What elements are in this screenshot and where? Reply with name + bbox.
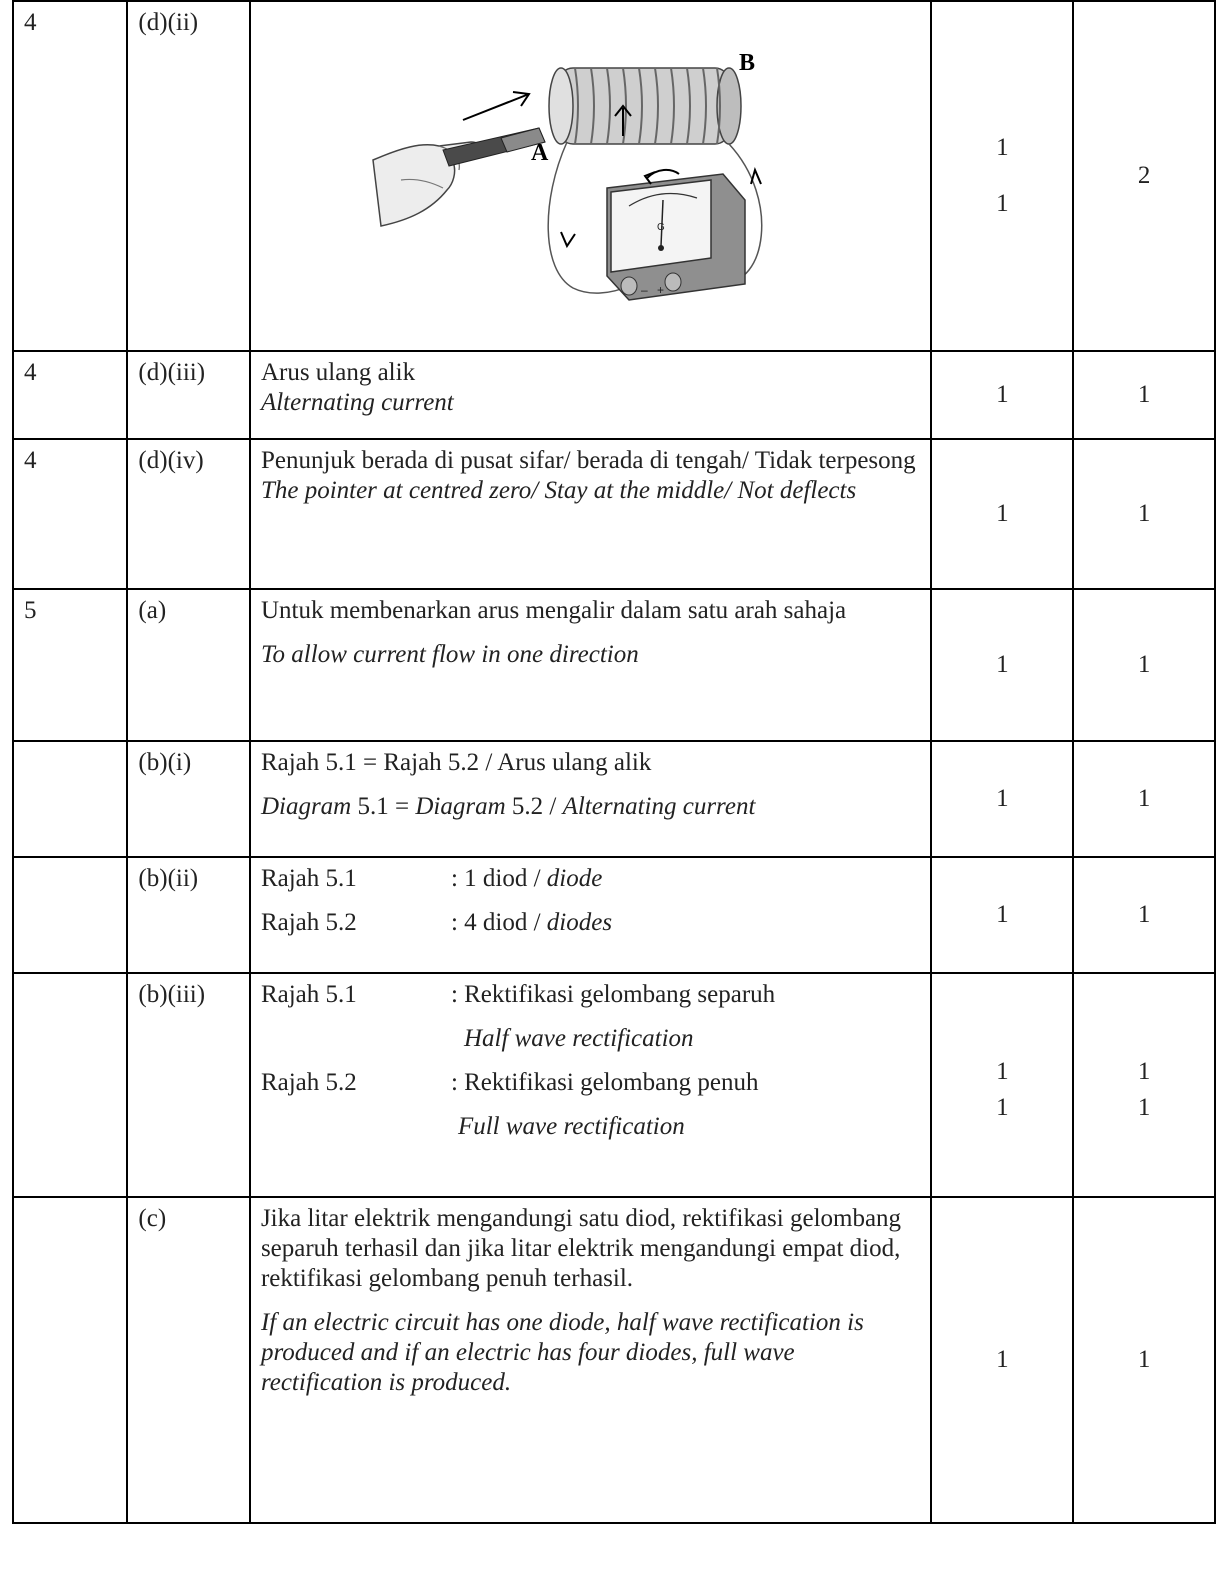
sub-question: (c) — [127, 1197, 250, 1523]
diagram-value-english: Half wave rectification — [463, 1025, 694, 1052]
answer-english-part: 5.2 / — [505, 793, 563, 820]
answer-malay: Untuk membenarkan arus mengalir dalam satu arah sahaja — [260, 597, 847, 624]
mark-value: 1 — [996, 134, 1009, 161]
answer-english-part: Diagram — [415, 793, 506, 820]
diagram-value: : 4 diod / — [450, 909, 547, 936]
sub-question: (b)(ii) — [127, 857, 250, 973]
total-value: 1 — [1137, 1094, 1151, 1121]
total-cell: 1 — [1073, 589, 1215, 741]
marking-scheme-page — [12, 0, 1216, 1524]
motion-arrow — [463, 92, 529, 120]
marks-cell: 1 — [931, 589, 1073, 741]
marking-scheme-table — [12, 0, 1216, 1524]
diagram-line — [261, 980, 921, 1010]
question-number: 4 — [13, 1, 127, 351]
total-cell: 1 — [1073, 857, 1215, 973]
sub-question: (b)(iii) — [127, 973, 250, 1197]
galvanometer — [607, 170, 745, 300]
question-number — [13, 1197, 127, 1523]
marks-cell: 1 — [931, 351, 1073, 439]
sub-question: (b)(i) — [127, 741, 250, 857]
question-number: 4 — [13, 351, 127, 439]
answer-cell — [250, 741, 932, 857]
marks-cell: 1 — [931, 741, 1073, 857]
induction-coil-diagram — [361, 50, 781, 320]
answer-cell — [250, 857, 932, 973]
answer-cell — [250, 973, 932, 1197]
diagram-value-english: diode — [546, 865, 603, 892]
total-cell: 1 — [1073, 351, 1215, 439]
sub-question: (d)(iii) — [127, 351, 250, 439]
total-cell: 1 — [1073, 741, 1215, 857]
table-row — [13, 439, 1215, 589]
total-cell: 1 — [1073, 439, 1215, 589]
answer-english: Alternating current — [260, 389, 454, 416]
diagram-line — [261, 864, 921, 894]
question-number — [13, 973, 127, 1197]
marks-cell — [931, 1, 1073, 351]
diagram-key: Rajah 5.1 — [260, 865, 357, 892]
diagram-line — [261, 1068, 921, 1098]
question-number — [13, 857, 127, 973]
solenoid-coil — [549, 68, 741, 144]
answer-malay: Jika litar elektrik mengandungi satu diod, rektifikasi gelombang separuh terhasil dan jika litar elektrik mengandungi empat diod, rektifikasi gelombang penuh terhasil. — [260, 1205, 902, 1292]
sub-question: (a) — [127, 589, 250, 741]
end-label-b: B — [738, 50, 755, 76]
answer-diagram-cell — [250, 1, 932, 351]
answer-cell — [250, 351, 932, 439]
table-row — [13, 973, 1215, 1197]
diagram-line — [261, 908, 921, 938]
total-cell: 1 — [1073, 1197, 1215, 1523]
end-label-a: A — [530, 140, 549, 166]
diagram-value: : Rektifikasi gelombang penuh — [450, 1069, 759, 1096]
bar-magnet — [443, 128, 545, 166]
diagram-value-english: Full wave rectification — [457, 1113, 685, 1140]
sub-question: (d)(iv) — [127, 439, 250, 589]
total-cell: 2 — [1073, 1, 1215, 351]
marks-cell: 1 — [931, 1197, 1073, 1523]
answer-english: The pointer at centred zero/ Stay at the middle/ Not deflects — [260, 477, 857, 504]
diagram-key: Rajah 5.2 — [260, 909, 357, 936]
total-cell — [1073, 973, 1215, 1197]
question-number: 5 — [13, 589, 127, 741]
diagram-key: Rajah 5.2 — [260, 1069, 357, 1096]
galvanometer-letter: G — [656, 222, 665, 233]
table-row — [13, 1197, 1215, 1523]
answer-english-part: Diagram — [260, 793, 352, 820]
table-row — [13, 351, 1215, 439]
marks-cell: 1 — [931, 439, 1073, 589]
answer-cell — [250, 439, 932, 589]
answer-english — [261, 792, 921, 822]
answer-english-part: 5.1 = — [351, 793, 416, 820]
diagram-value: : Rektifikasi gelombang separuh — [450, 981, 776, 1008]
total-value: 1 — [1137, 1058, 1151, 1085]
answer-cell — [250, 589, 932, 741]
answer-malay: Penunjuk berada di pusat sifar/ berada di tengah/ Tidak terpesong — [260, 447, 916, 474]
question-number — [13, 741, 127, 857]
table-row — [13, 741, 1215, 857]
table-row — [13, 589, 1215, 741]
diagram-value: : 1 diod / — [450, 865, 547, 892]
terminal-negative: – — [640, 283, 648, 297]
answer-english-part: Alternating current — [562, 793, 756, 820]
mark-value: 1 — [996, 1058, 1009, 1085]
answer-malay: Arus ulang alik — [260, 359, 416, 386]
answer-malay: Rajah 5.1 = Rajah 5.2 / Arus ulang alik — [260, 749, 652, 776]
mark-value: 1 — [996, 190, 1009, 217]
answer-cell — [250, 1197, 932, 1523]
mark-value: 1 — [996, 1094, 1009, 1121]
terminal-positive: + — [656, 283, 664, 297]
table-row — [13, 1, 1215, 351]
diagram-key: Rajah 5.1 — [260, 981, 357, 1008]
answer-english: To allow current flow in one direction — [260, 641, 639, 668]
diagram-value-english: diodes — [546, 909, 613, 936]
marks-cell: 1 — [931, 857, 1073, 973]
sub-question: (d)(ii) — [127, 1, 250, 351]
question-number: 4 — [13, 439, 127, 589]
marks-cell — [931, 973, 1073, 1197]
answer-english: If an electric circuit has one diode, half wave rectification is produced and if an electric has four diodes, full wave rectification is produced. — [260, 1309, 864, 1396]
table-row — [13, 857, 1215, 973]
